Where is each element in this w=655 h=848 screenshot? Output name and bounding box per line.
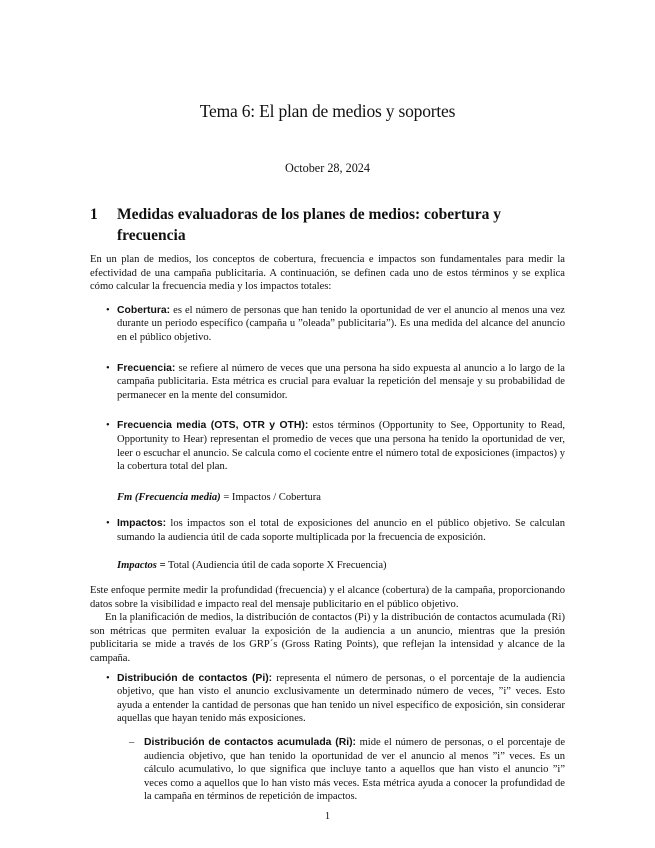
term-text: los impactos son el total de exposiciones del anuncio en el público objetivo. Se calculan sumando la audiencia útil de cada soporte multiplicada por la frecuencia de exposición. [117,518,565,543]
sublist-item-acumulada [90,736,565,804]
term-label: Frecuencia media (OTS, OTR y OTH): [117,420,309,432]
list-item-cobertura [90,304,565,345]
term-label: Frecuencia: [117,362,176,374]
definitions-list [90,304,565,474]
definitions-list-2 [90,517,565,544]
section-title: Medidas evaluadoras de los planes de medios: cobertura y frecuencia [117,206,502,244]
formula-label: Impactos = [117,559,166,571]
formula-frecuencia-media [90,491,565,505]
formula-label: Fm (Frecuencia media) [117,491,221,503]
bullet-icon: • [106,420,110,432]
dash-icon: – [129,737,135,749]
formula-impactos [90,559,565,573]
section-number: 1 [90,206,98,223]
list-item-frecuencia [90,362,565,403]
body-content [90,253,565,804]
term-text: mide el número de personas, o el porcentaje de audiencia objetivo, que han tenido la oportunidad de ver el anuncio al menos ”i” veces. Es un cálculo acumulativo, lo que significa que incluye tanto a aquellos que han visto el anuncio ”i” veces como a aquellos que lo han visto más veces. Esta métrica ayuda a conocer la profundidad de la campaña en términos de repetición de impactos. [144,737,566,803]
intro-paragraph: En un plan de medios, los conceptos de cobertura, frecuencia e impactos son fundamentales para medir la efectividad de una campaña publicitaria. A continuación, se definen cada uno de estos términos y se explica cómo calcular la frecuencia media y los impactos totales: [90,254,565,293]
list-item-frecuencia-media [90,419,565,473]
paragraph-planificacion: En la planificación de medios, la distribución de contactos (Pi) y la distribución de contactos acumulada (Ri) son métricas que permiten evaluar la exposición de la audiencia a un anuncio, mientras que la presión publicitaria se mide a través de los GRP´s (Gross Rating Points), que reflejan la intensidad y alcance de la campaña. [90,612,565,665]
formula-text: = Impactos / Cobertura [223,491,321,503]
term-label: Distribución de contactos (Pi): [117,672,273,684]
bullet-icon: • [106,518,110,530]
term-text: representa el número de personas, o el porcentaje de la audiencia objetivo, que han visto el anuncio exclusivamente un determinado número de veces, ”i” veces. Esto ayuda a entender la cantidad de personas que han tenido un nivel específico de exposición, sin considerar aquellas que hayan tenido más exposiciones. [117,672,566,725]
paragraph-enfoque: Este enfoque permite medir la profundidad (frecuencia) y el alcance (cobertura) de la campaña, proporcionando datos sobre la visibilidad e impacto real del mensaje publicitario en el público objetivo. [90,585,565,610]
term-label: Impactos: [117,518,167,530]
list-item-distribucion [90,672,565,726]
page-number: 1 [324,811,331,822]
term-label: Distribución de contactos acumulada (Ri): [144,737,357,749]
document-title: Tema 6: El plan de medios y soportes [199,101,456,121]
formula-text: Total (Audiencia útil de cada soporte X Frecuencia) [167,559,387,571]
bullet-icon: • [106,672,110,684]
bullet-icon: • [106,362,110,374]
distribution-sublist [90,736,565,804]
document-date: October 28, 2024 [285,161,370,175]
term-label: Cobertura: [117,304,171,316]
term-text: es el número de personas que han tenido la oportunidad de ver el anuncio al menos una vez durante un periodo específico (campaña u ”oleada” publicitaria”). Es una medida del alcance del anuncio en el público objetivo. [117,304,565,343]
list-item-impactos [90,517,565,544]
term-text: estos términos (Opportunity to See, Opportunity to Read, Opportunity to Hear) representan el promedio de veces que una persona ha tenido la oportunidad de ver, leer o escuchar el anuncio. Se calcula como el cociente entre el número total de exposiciones (impactos) y la cobertura total del plan. [117,420,565,473]
distribution-list [90,672,565,726]
term-text: se refiere al número de veces que una persona ha sido expuesta al anuncio a lo largo de la campaña publicitaria. Esta métrica es crucial para evaluar la repetición del mensaje y su probabilidad de permanecer en la mente del consumidor. [117,362,565,401]
bullet-icon: • [106,304,110,316]
section-heading [90,204,570,246]
